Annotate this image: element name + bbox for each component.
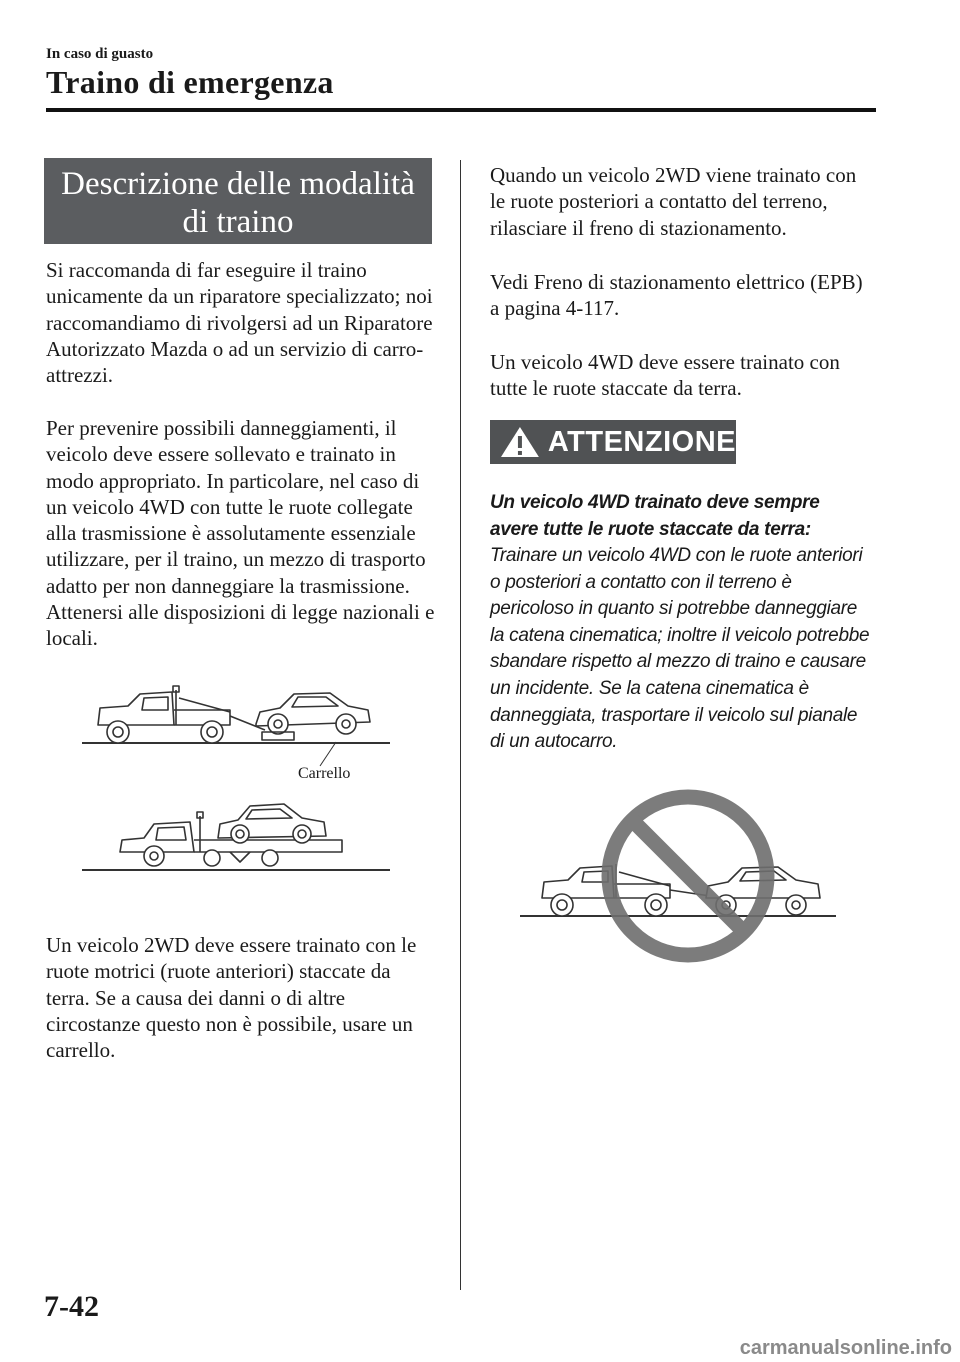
car-on-flatbed-icon (218, 804, 326, 843)
warning-body: Trainare un veicolo 4WD con le ruote anteriori o posteriori a contatto con il terreno è pericoloso in quanto si potrebbe danneggiare la catena cinematica; inoltre il veicolo potrebbe sbandare rispetto al mezzo di traino e causare un incidente. Se la catena cinematica è danneggiata, trasportare il veicolo sul pianale di un autocarro. (490, 545, 870, 753)
right-paragraph-2: Vedi Freno di stazionamento elettrico (EPB) a pagina 4-117. (490, 270, 863, 321)
right-paragraph-1: Quando un veicolo 2WD viene trainato con le ruote posteriori a contatto del terreno, rilasciare il freno di stazionamento. (490, 163, 857, 240)
warning-label: ATTENZIONE (547, 425, 736, 458)
left-paragraph-1: Si raccomanda di far eseguire il traino unicamente da un riparatore specializzato; noi raccomandiamo di rivolgersi ad un Riparatore Autorizzato Mazda o ad un servizio di carro-attrezzi. (46, 258, 433, 388)
towed-car-icon (256, 693, 370, 740)
right-paragraph-3: Un veicolo 4WD deve essere trainato con tutte le ruote staccate da terra. (490, 350, 840, 401)
prohibited-tow-illustration (520, 788, 840, 968)
section-label: In caso di guasto (46, 46, 154, 62)
warning-badge (490, 420, 736, 464)
warning-triangle-icon (498, 424, 542, 460)
tow-illustration (80, 680, 400, 880)
left-paragraph-3: Un veicolo 2WD deve essere trainato con le ruote motrici (ruote anteriori) staccate da terra. Se a causa dei danni o di altre circostanze questo non è possibile, usare un carrello. (46, 933, 417, 1063)
column-divider (460, 160, 461, 1290)
caption-leader (320, 742, 336, 766)
watermark: carmanualsonline.info (739, 1337, 952, 1359)
section-heading-line1: Descrizione delle modalità (61, 166, 415, 202)
section-heading-line2: di traino (182, 204, 294, 240)
page-number: 7-42 (44, 1290, 99, 1323)
tow-truck-icon (98, 686, 265, 743)
title-rule (46, 108, 876, 112)
left-paragraph-2: Per prevenire possibili danneggiamenti, il veicolo deve essere sollevato e trainato in modo appropriato. In particolare, nel caso di un veicolo 4WD con tutte le ruote collegate alla trasmissione è assolutamente essenziale utilizzare, per il traino, un mezzo di trasporto adatto per non danneggiare la trasmissione. Attenersi alle disposizioni di legge nazionali e locali. (46, 416, 435, 651)
page-title: Traino di emergenza (46, 64, 334, 100)
warning-heading: Un veicolo 4WD trainato deve sempre avere tutte le ruote staccate da terra: (490, 492, 820, 540)
figure-caption: Carrello (298, 765, 351, 782)
section-heading (44, 158, 432, 244)
